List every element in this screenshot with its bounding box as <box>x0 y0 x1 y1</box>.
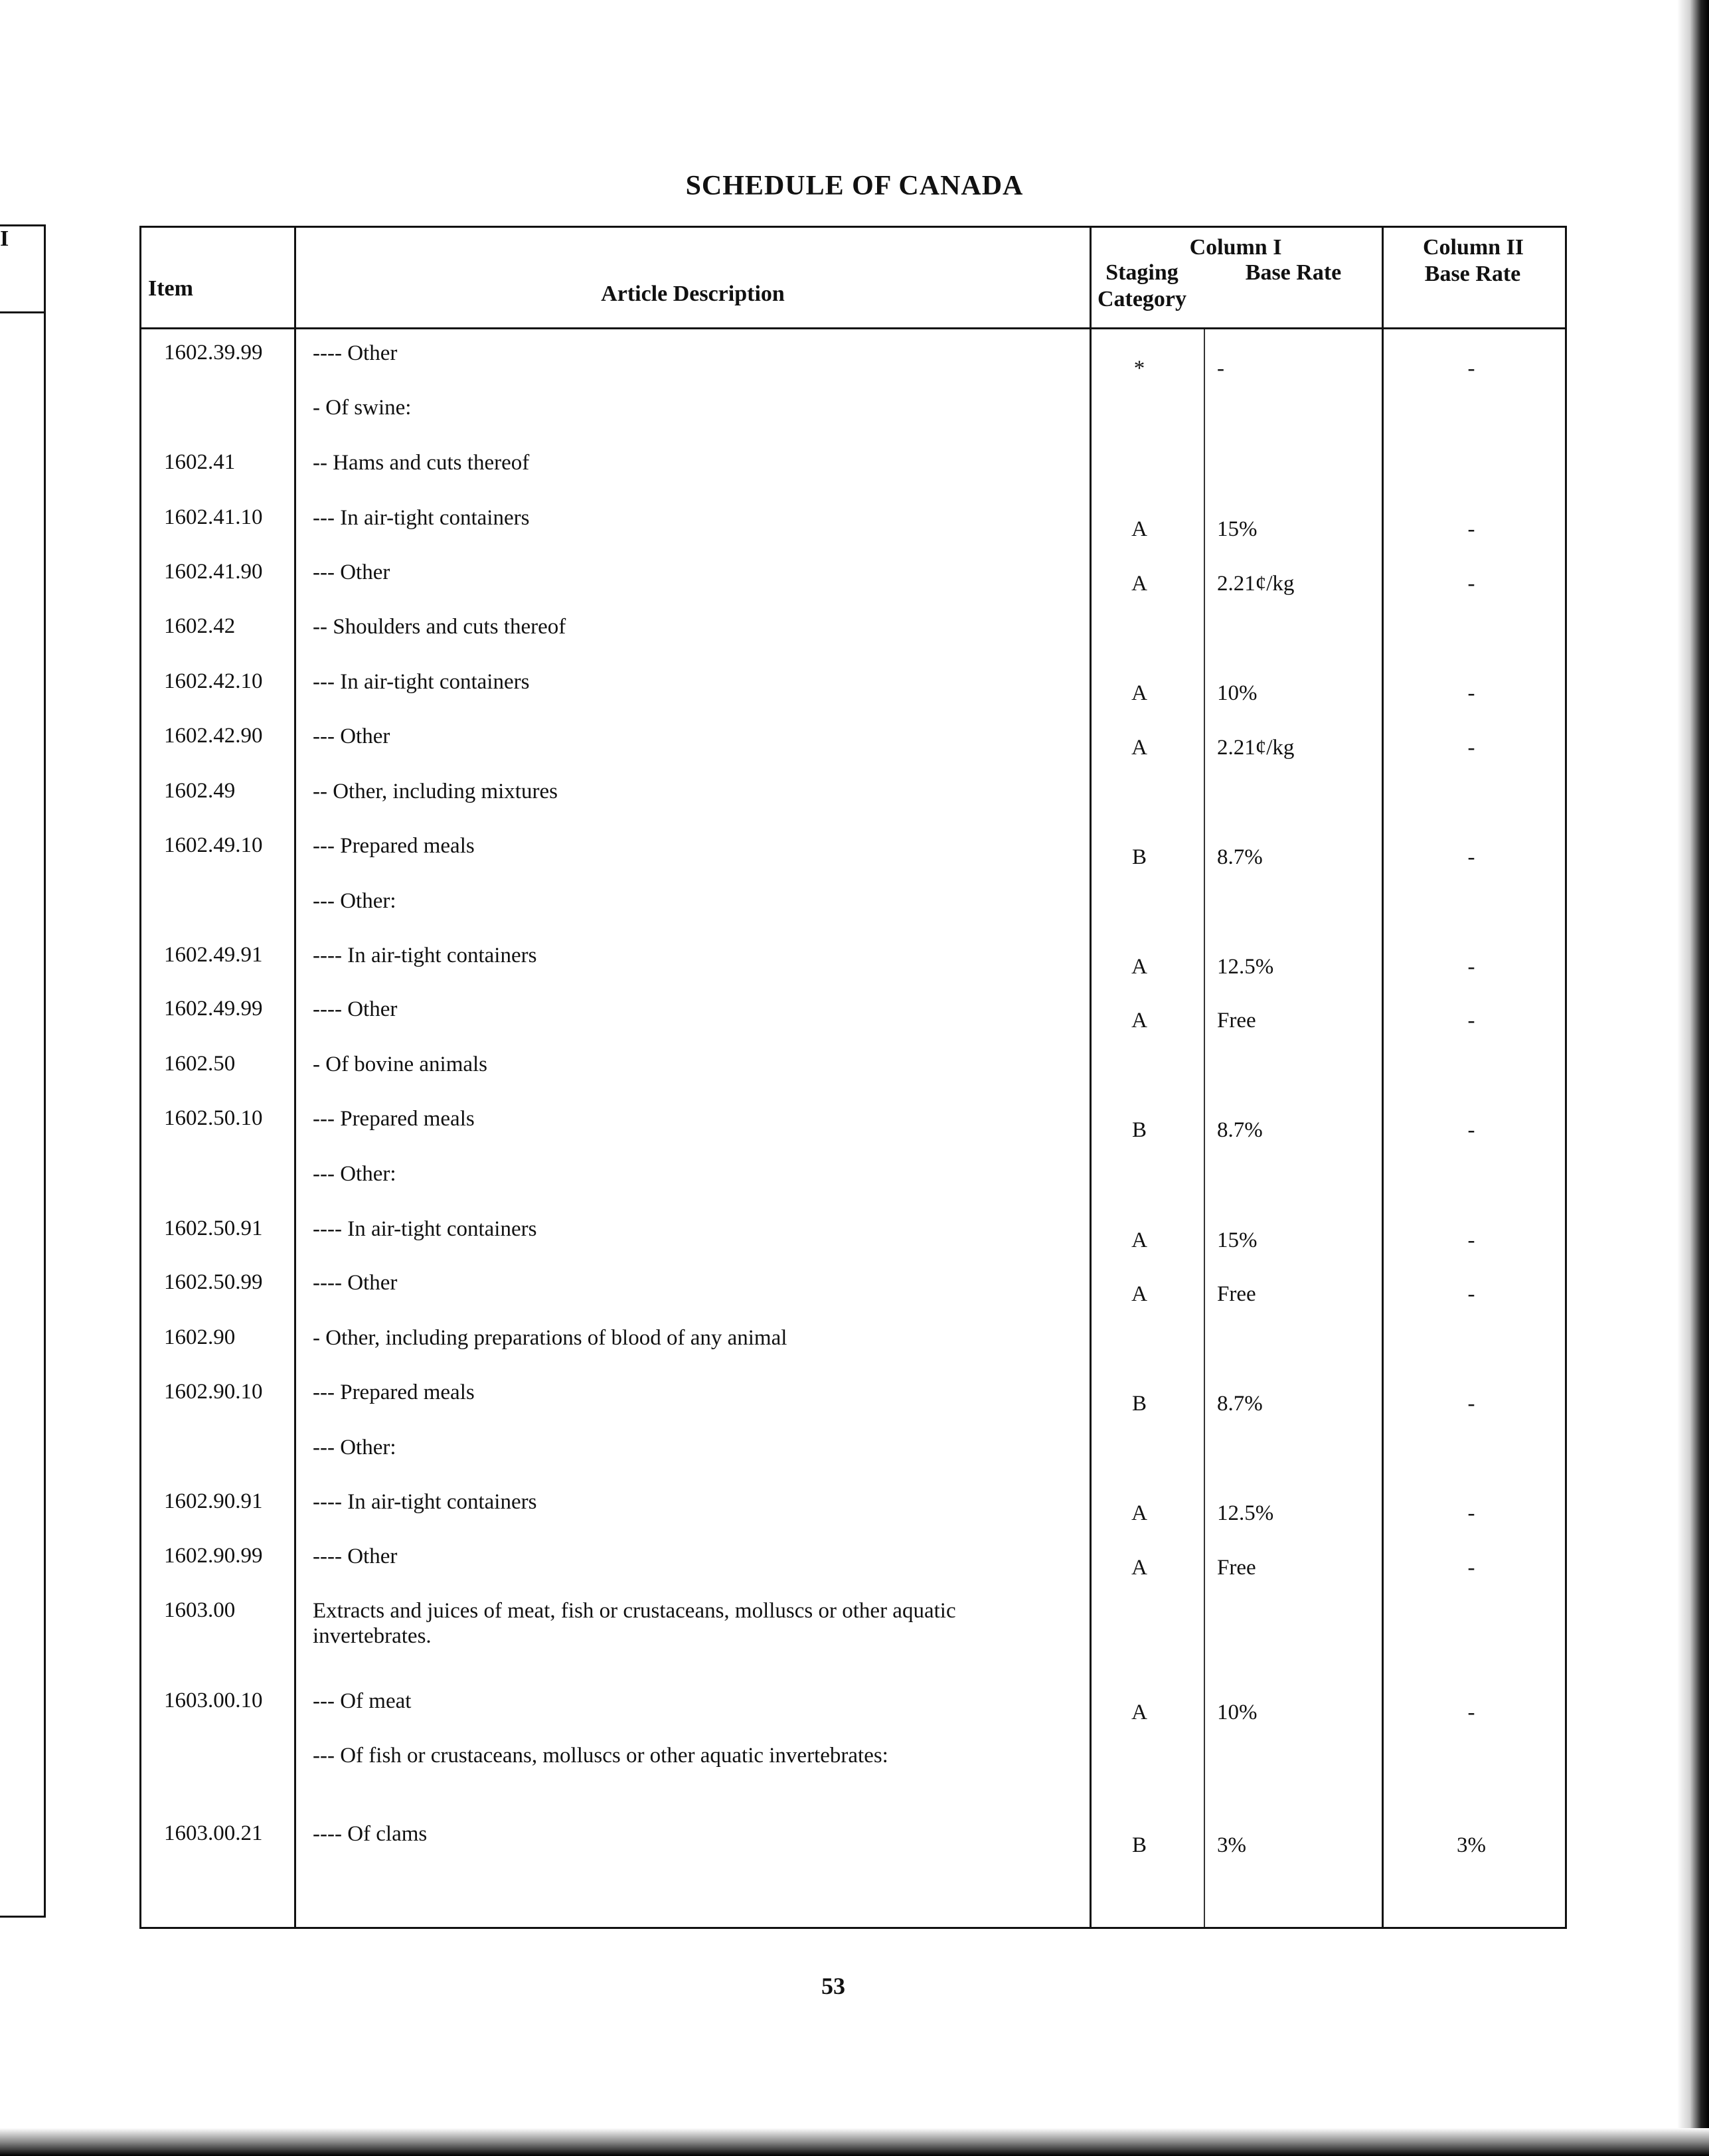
article-description: --- In air-tight containers <box>313 506 530 530</box>
article-description: ---- Other <box>313 997 398 1021</box>
article-description: ---- Other <box>313 1544 398 1568</box>
staging-category: A <box>1131 572 1147 596</box>
base-rate: 3% <box>1217 1833 1246 1857</box>
item-code: 1602.90.91 <box>164 1489 263 1513</box>
item-code: 1602.39.99 <box>164 341 263 365</box>
header-base-rate: Base Rate <box>1245 260 1342 285</box>
item-code: 1602.50.91 <box>164 1216 263 1240</box>
item-code: 1602.50 <box>164 1052 236 1076</box>
adjacent-page-fragment <box>0 224 46 1918</box>
item-code: 1602.49.99 <box>164 997 263 1021</box>
column-2-base-rate: - <box>1467 572 1475 596</box>
item-code: 1602.50.10 <box>164 1106 263 1130</box>
page-edge-shadow-bottom <box>0 2128 1709 2156</box>
item-code: 1603.00.21 <box>164 1821 263 1845</box>
item-code: 1602.42.90 <box>164 724 263 748</box>
header-column-2-base-rate: Base Rate <box>1424 262 1521 286</box>
base-rate: - <box>1217 357 1224 380</box>
staging-category: A <box>1131 681 1147 705</box>
article-description: ---- Other <box>313 1271 398 1295</box>
page-title: SCHEDULE OF CANADA <box>685 171 1024 201</box>
column-2-base-rate: - <box>1467 1228 1475 1252</box>
base-rate: 2.21¢/kg <box>1217 736 1295 760</box>
column-2-base-rate: - <box>1467 845 1475 869</box>
header-column-2: Column II <box>1422 235 1524 260</box>
column-2-base-rate: - <box>1467 1700 1475 1724</box>
staging-category: A <box>1131 1009 1147 1033</box>
column-rule-description <box>1090 228 1092 1927</box>
staging-category: A <box>1131 1700 1147 1724</box>
column-2-base-rate: - <box>1467 1009 1475 1033</box>
article-description: --- Of fish or crustaceans, molluscs or other aquatic invertebrates: <box>313 1744 888 1768</box>
column-2-base-rate: - <box>1467 736 1475 760</box>
adjacent-page-rule <box>0 311 44 313</box>
article-description: --- Prepared meals <box>313 834 475 858</box>
item-code: 1602.42.10 <box>164 669 263 693</box>
article-description: --- Other <box>313 560 390 584</box>
article-description: --- Other: <box>313 1162 396 1186</box>
staging-category: A <box>1131 1556 1147 1580</box>
article-description: --- Other: <box>313 1436 396 1459</box>
base-rate: 8.7% <box>1217 1392 1263 1416</box>
base-rate: 2.21¢/kg <box>1217 572 1295 596</box>
schedule-table <box>139 226 1567 1929</box>
item-code: 1602.50.99 <box>164 1270 263 1294</box>
column-rule-item <box>294 228 296 1927</box>
column-rule-column1 <box>1382 228 1384 1927</box>
header-column-1: Column I <box>1189 235 1282 260</box>
article-description: -- Other, including mixtures <box>313 780 558 803</box>
base-rate: 8.7% <box>1217 845 1263 869</box>
base-rate: Free <box>1217 1282 1256 1306</box>
article-description: ---- Of clams <box>313 1822 428 1846</box>
staging-category: A <box>1131 1282 1147 1306</box>
article-description: ---- Other <box>313 341 398 365</box>
page-number: 53 <box>821 1973 845 1999</box>
base-rate: 12.5% <box>1217 1501 1274 1525</box>
header-divider <box>141 327 1565 329</box>
article-description: -- Shoulders and cuts thereof <box>313 615 566 639</box>
article-description: - Of swine: <box>313 396 412 420</box>
article-description: - Of bovine animals <box>313 1052 488 1076</box>
item-code: 1602.42 <box>164 614 236 638</box>
item-code: 1602.90.99 <box>164 1544 263 1568</box>
article-description: -- Hams and cuts thereof <box>313 451 530 475</box>
header-article-description: Article Description <box>601 282 785 306</box>
article-description: --- Prepared meals <box>313 1380 475 1404</box>
article-description: ---- In air-tight containers <box>313 944 537 967</box>
article-description: - Other, including preparations of blood of any animal <box>313 1326 787 1350</box>
base-rate: Free <box>1217 1556 1256 1580</box>
base-rate: 8.7% <box>1217 1118 1263 1142</box>
staging-category: A <box>1131 1501 1147 1525</box>
article-description: ---- In air-tight containers <box>313 1217 537 1241</box>
item-code: 1603.00.10 <box>164 1689 263 1712</box>
column-2-base-rate: - <box>1467 681 1475 705</box>
item-code: 1602.90 <box>164 1325 236 1349</box>
header-staging-category: Staging Category <box>1097 260 1187 311</box>
base-rate: 10% <box>1217 681 1258 705</box>
item-code: 1602.49.10 <box>164 833 263 857</box>
article-description: --- Of meat <box>313 1689 412 1713</box>
column-2-base-rate: - <box>1467 1556 1475 1580</box>
column-2-base-rate: 3% <box>1457 1833 1486 1857</box>
staging-category: B <box>1131 1392 1147 1416</box>
staging-category: B <box>1131 1118 1147 1142</box>
column-2-base-rate: - <box>1467 955 1475 979</box>
column-rule-staging <box>1204 327 1205 1927</box>
article-description: --- Other <box>313 724 390 748</box>
item-code: 1602.49.91 <box>164 943 263 967</box>
item-code: 1602.90.10 <box>164 1380 263 1404</box>
page-edge-shadow-right <box>1677 0 1709 2156</box>
base-rate: 15% <box>1217 517 1258 541</box>
article-description: --- In air-tight containers <box>313 670 530 694</box>
staging-category: B <box>1131 845 1147 869</box>
article-description: Extracts and juices of meat, fish or crustaceans, molluscs or other aquatic invertebrates. <box>313 1599 956 1648</box>
base-rate: 12.5% <box>1217 955 1274 979</box>
item-code: 1602.41.10 <box>164 505 263 529</box>
staging-category: * <box>1133 357 1145 380</box>
column-2-base-rate: - <box>1467 357 1475 380</box>
column-2-base-rate: - <box>1467 517 1475 541</box>
item-code: 1602.49 <box>164 779 236 803</box>
column-2-base-rate: - <box>1467 1392 1475 1416</box>
base-rate: 15% <box>1217 1228 1258 1252</box>
article-description: --- Prepared meals <box>313 1107 475 1131</box>
item-code: 1603.00 <box>164 1598 236 1622</box>
staging-category: A <box>1131 955 1147 979</box>
adjacent-page-mark: I <box>0 226 9 251</box>
base-rate: Free <box>1217 1009 1256 1033</box>
column-2-base-rate: - <box>1467 1282 1475 1306</box>
column-2-base-rate: - <box>1467 1501 1475 1525</box>
article-description: ---- In air-tight containers <box>313 1490 537 1514</box>
article-description: --- Other: <box>313 889 396 913</box>
item-code: 1602.41 <box>164 450 236 474</box>
header-item: Item <box>148 276 193 301</box>
column-2-base-rate: - <box>1467 1118 1475 1142</box>
staging-category: A <box>1131 736 1147 760</box>
item-code: 1602.41.90 <box>164 560 263 584</box>
staging-category: B <box>1131 1833 1147 1857</box>
staging-category: A <box>1131 1228 1147 1252</box>
staging-category: A <box>1131 517 1147 541</box>
base-rate: 10% <box>1217 1700 1258 1724</box>
